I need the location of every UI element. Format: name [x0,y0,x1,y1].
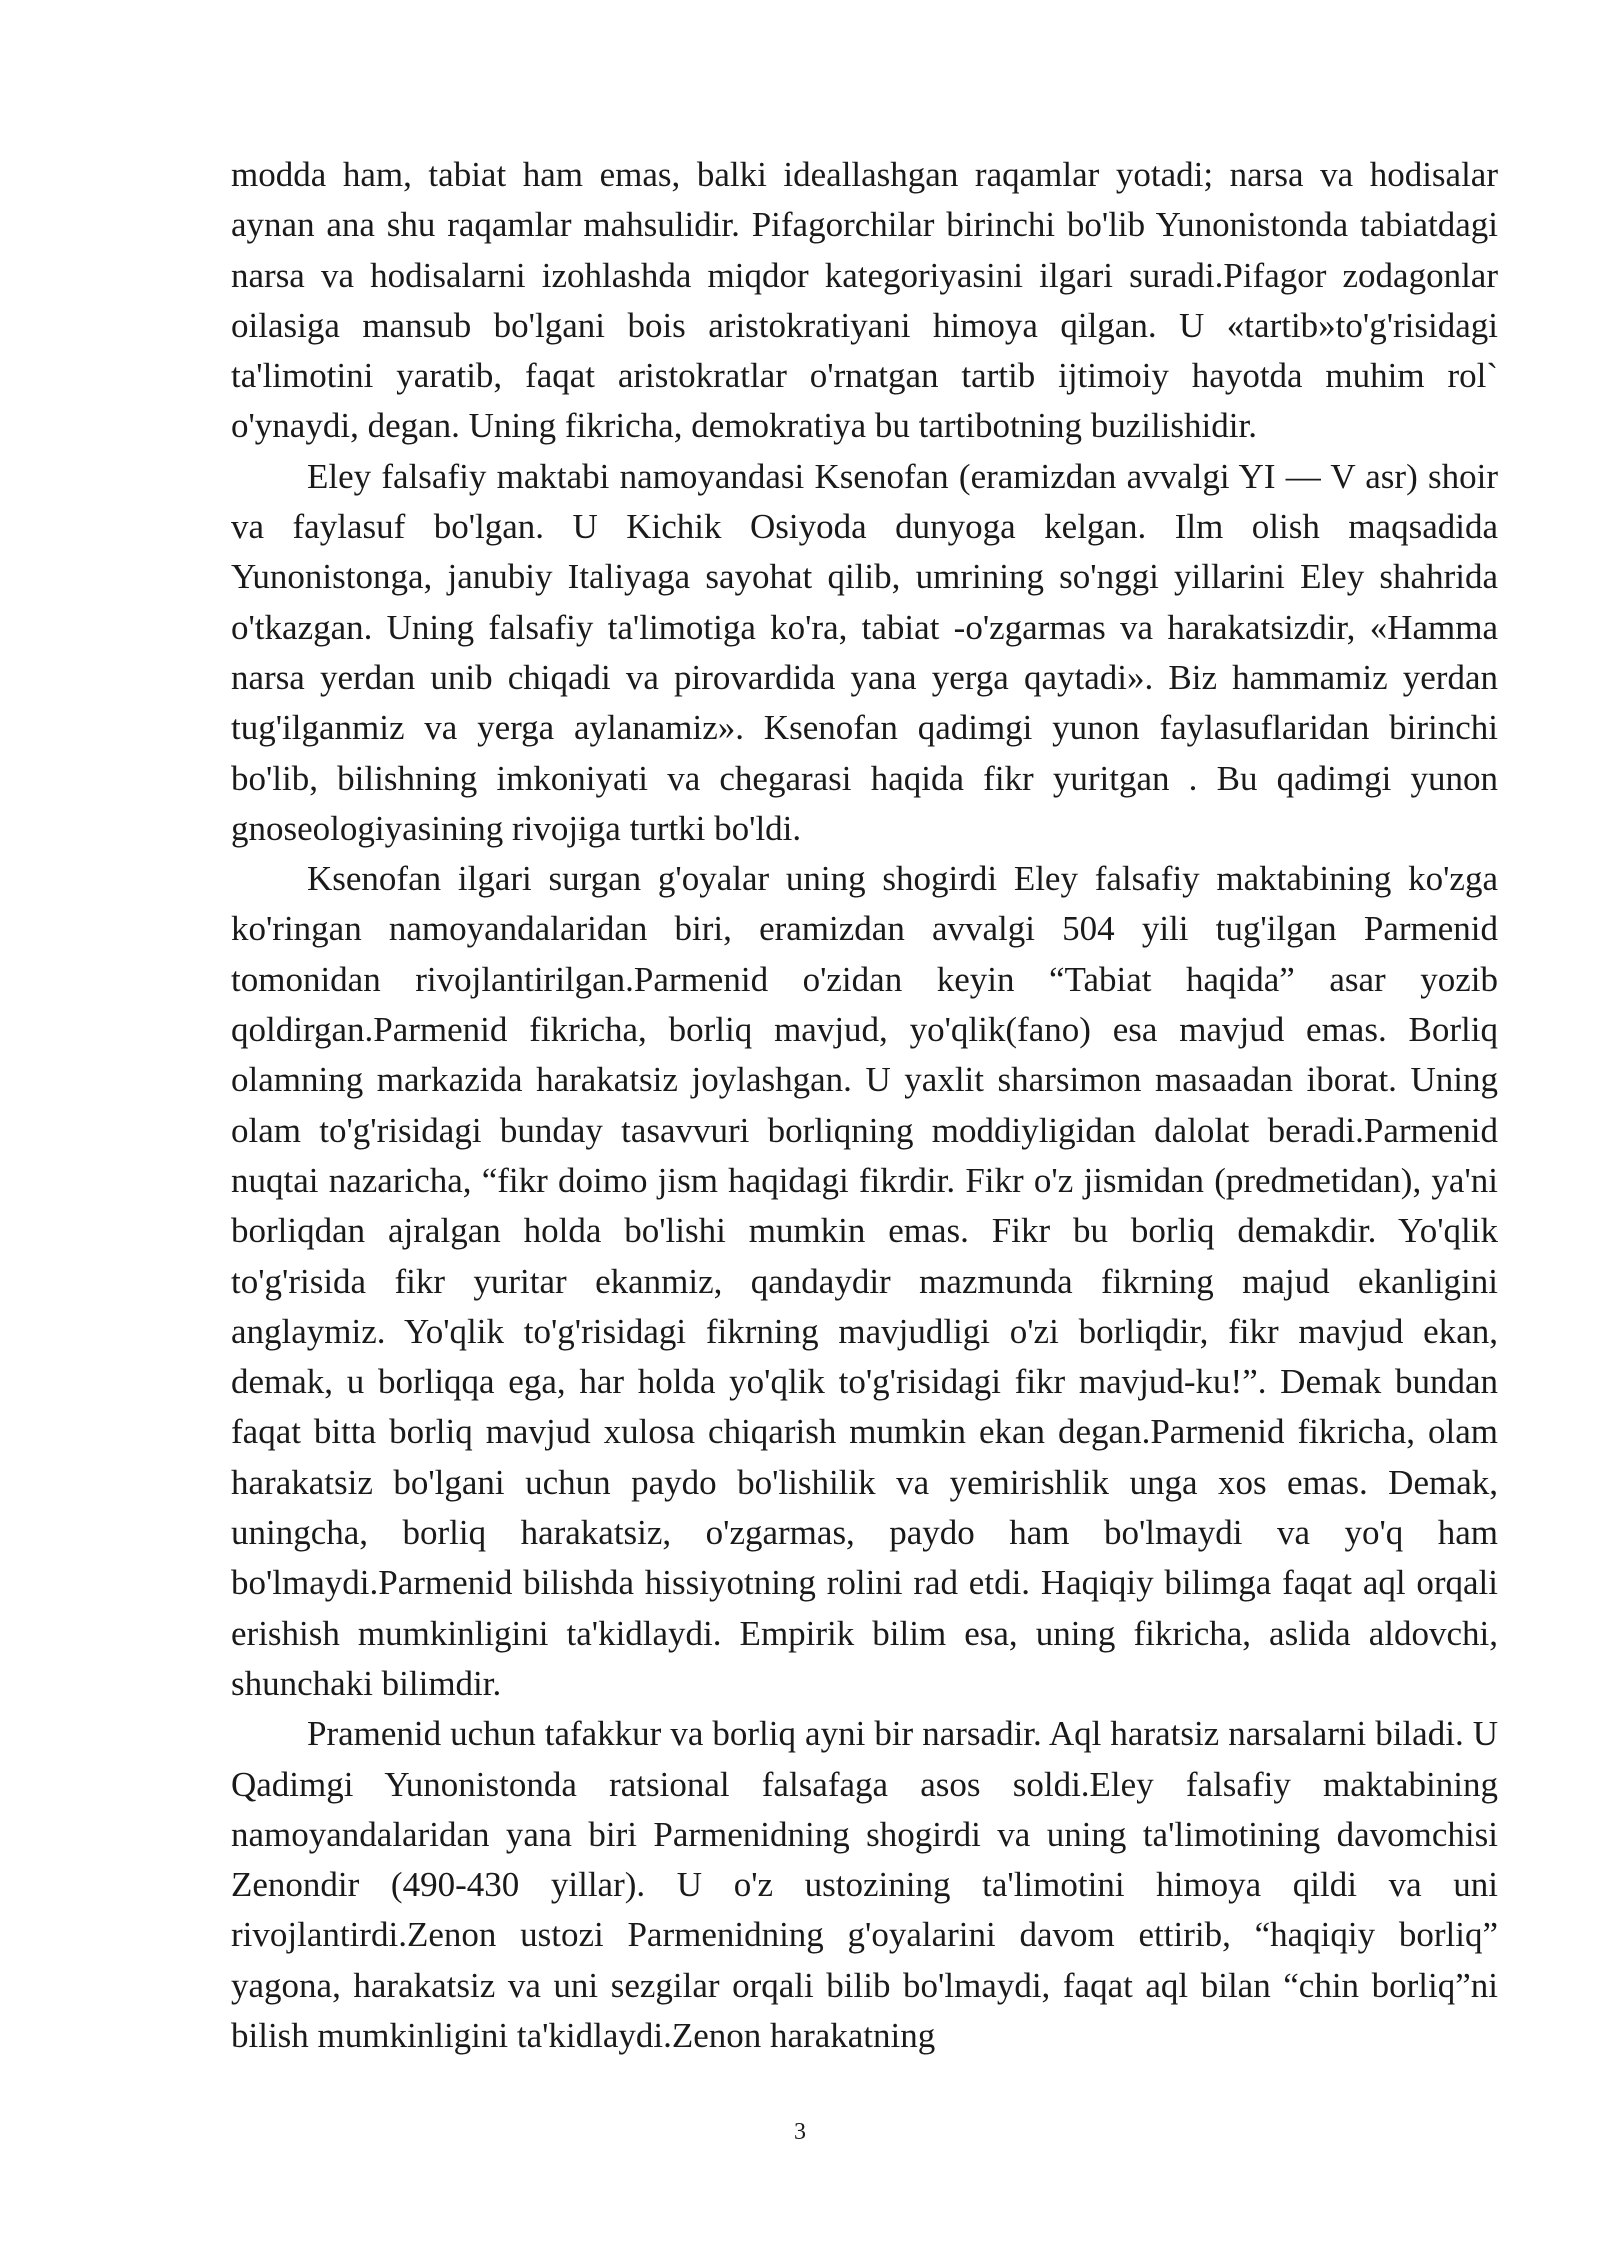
page-number: 3 [794,2119,806,2145]
paragraph-parmenid: Ksenofan ilgari surgan g'oyalar uning shogirdi Eley falsafiy maktabining ko'zga ko'ringan namoyandalaridan biri, eramizdan avvalgi 504 yili tug'ilgan Parmenid tomonidan rivojlantirilgan.Parmenid o'zidan keyin “Tabiat haqida” asar yozib qoldirgan.Parmenid fikricha, borliq mavjud, yo'qlik(fano) esa mavjud emas. Borliq olamning markazida harakatsiz joylashgan. U yaxlit sharsimon masaadan iborat. Uning olam to'g'risidagi bunday tasavvuri borliqning moddiyligidan dalolat beradi.Parmenid nuqtai nazaricha, “fikr doimo jism haqidagi fikrdir. Fikr o'z jismidan (predmetidan), ya'ni borliqdan ajralgan holda bo'lishi mumkin emas. Fikr bu borliq demakdir. Yo'qlik to'g'risida fikr yuritar ekanmiz, qandaydir mazmunda fikrning majud ekanligini anglaymiz. Yo'qlik to'g'risidagi fikrning mavjudligi o'zi borliqdir, fikr mavjud ekan, demak, u borliqqa ega, har holda yo'qlik to'g'risidagi fikr mavjud-ku!”. Demak bundan faqat bitta borliq mavjud xulosa chiqarish mumkin ekan degan.Parmenid fikricha, olam harakatsiz bo'lgani uchun paydo bo'lishilik va yemirishlik unga xos emas. Demak, uningcha, borliq harakatsiz, o'zgarmas, paydo ham bo'lmaydi va yo'q ham bo'lmaydi.Parmenid bilishda hissiyotning rolini rad etdi. Haqiqiy bilimga faqat aql orqali erishish mumkinligini ta'kidlaydi. Empirik bilim esa, uning fikricha, aslida aldovchi, shunchaki bilimdir. [231,859,1498,1703]
paragraph-continuation: modda ham, tabiat ham emas, balki ideallashgan raqamlar yotadi; narsa va hodisalar aynan ana shu raqamlar mahsulidir. Pifagorchilar birinchi bo'lib Yunonistonda tabiatdagi narsa va hodisalarni izohlashda miqdor kategoriyasini ilgari suradi.Pifagor zodagonlar oilasiga mansub bo'lgani bois aristokratiyani himoya qilgan. U «tartib»to'g'risidagi ta'limotini yaratib, faqat aristokratlar o'rnatgan tartib ijtimoiy hayotda muhim rol` o'ynaydi, degan. Uning fikricha, demokratiya bu tartibotning buzilishidir. [231,155,1498,446]
paragraph-ksenofan: Eley falsafiy maktabi namoyandasi Ksenofan (eramizdan avvalgi YI — V asr) shoir va faylasuf bo'lgan. U Kichik Osiyoda dunyoga kelgan. Ilm olish maqsadida Yunonistonga, janubiy Italiyaga sayohat qilib, umrining so'nggi yillarini Eley shahrida o'tkazgan. Uning falsafiy ta'limotiga ko'ra, tabiat -o'zgarmas va harakatsizdir, «Hamma narsa yerdan unib chiqadi va pirovardida yana yerga qaytadi». Biz hammamiz yerdan tug'ilganmiz va yerga aylanamiz». Ksenofan qadimgi yunon faylasuflaridan birinchi bo'lib, bilishning imkoniyati va chegarasi haqida fikr yuritgan . Bu qadimgi yunon gnoseologiyasining rivojiga turtki bo'ldi. [231,456,1498,848]
body-text [231,150,1498,2061]
paragraph-zenon: Pramenid uchun tafakkur va borliq ayni bir narsadir. Aql haratsiz narsalarni biladi. U Qadimgi Yunonistonda ratsional falsafaga asos soldi.Eley falsafiy maktabining namoyandalaridan yana biri Parmenidning shogirdi va uning ta'limotining davomchisi Zenondir (490-430 yillar). U o'z ustozining ta'limotini himoya qildi va uni rivojlantirdi.Zenon ustozi Parmenidning g'oyalarini davom ettirib, “haqiqiy borliq” yagona, harakatsiz va uni sezgilar orqali bilib bo'lmaydi, faqat aql bilan “chin borliq”ni bilish mumkinligini ta'kidlaydi.Zenon harakatning [231,1714,1498,2055]
